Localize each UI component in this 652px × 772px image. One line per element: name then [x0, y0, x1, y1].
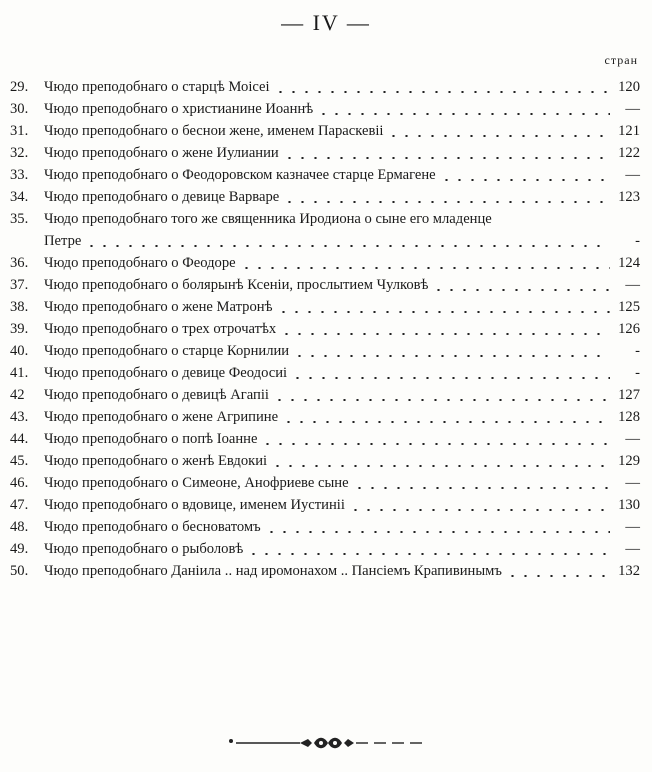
- dot-leader: [240, 267, 610, 269]
- dot-leader: [280, 333, 610, 335]
- entry-title: Чюдо преподобнаго Даніила .. над иромонахом .. Пансіемъ Крапивинымъ: [44, 563, 502, 579]
- entry-page: 120: [618, 79, 640, 95]
- entry-page: -: [635, 343, 640, 359]
- entry-title: Чюдо преподобнаго о Феодоре: [44, 255, 236, 271]
- entry-page: -: [635, 233, 640, 249]
- entry-page: 124: [618, 255, 640, 271]
- page-column-label: стран: [604, 53, 638, 67]
- entry-page: —: [625, 519, 640, 535]
- entry-title: Чюдо преподобнаго о вдовице, именем Иустиніі: [44, 497, 345, 513]
- entry-page: 127: [618, 387, 640, 403]
- toc-entry: [10, 98, 640, 120]
- dot-leader: [387, 135, 610, 137]
- entry-number: 47.: [10, 497, 29, 513]
- entry-page: —: [625, 431, 640, 447]
- page-number: — IV —: [281, 10, 371, 35]
- dot-leader: [265, 531, 610, 533]
- entry-number: 43.: [10, 409, 29, 425]
- entry-title: Чюдо преподобнаго о трех отрочатѣх: [44, 321, 277, 337]
- entry-title: Чюдо преподобнаго о жене Иулиании: [44, 145, 279, 161]
- entry-title: Чюдо преподобнаго того же священника Иродиона о сыне его младенце: [44, 211, 492, 227]
- entry-page: 125: [618, 299, 640, 315]
- toc-entry: [10, 362, 640, 384]
- dot-leader: [283, 157, 610, 159]
- entry-number: 45.: [10, 453, 29, 469]
- entry-title: Чюдо преподобнаго о женѣ Евдокиі: [44, 453, 268, 469]
- entry-page: 130: [618, 497, 640, 513]
- entry-number: 34.: [10, 189, 29, 205]
- toc-entry: [10, 516, 640, 538]
- toc-entry: [10, 318, 640, 340]
- entry-page: 129: [618, 453, 640, 469]
- toc-entry: [10, 142, 640, 164]
- dot-leader: [349, 509, 610, 511]
- entry-number: 42: [10, 387, 25, 403]
- toc-entry: [10, 340, 640, 362]
- entry-page: —: [625, 167, 640, 183]
- entry-number: 29.: [10, 79, 29, 95]
- dot-leader: [274, 91, 610, 93]
- entry-number: 31.: [10, 123, 29, 139]
- dot-leader: [273, 399, 610, 401]
- entry-page: -: [635, 365, 640, 381]
- toc-entry: [10, 472, 640, 494]
- entry-title: Чюдо преподобнаго о девице Варваре: [44, 189, 280, 205]
- dot-leader: [85, 245, 610, 247]
- entry-page: 121: [618, 123, 640, 139]
- toc-entry: [10, 164, 640, 186]
- toc-entry: [10, 494, 640, 516]
- entry-title: Чюдо преподобнаго о рыболовѣ: [44, 541, 244, 557]
- entry-page: 128: [618, 409, 640, 425]
- dot-leader: [293, 355, 610, 357]
- dot-leader: [317, 113, 610, 115]
- dot-leader: [506, 575, 610, 577]
- entry-number: 50.: [10, 563, 29, 579]
- toc-entry: [10, 186, 640, 208]
- entry-number: 32.: [10, 145, 29, 161]
- entry-title: Чюдо преподобнаго о Феодоровском казначее старце Ермагене: [44, 167, 436, 183]
- entry-page: —: [625, 541, 640, 557]
- entry-page: —: [625, 277, 640, 293]
- entry-page: 126: [618, 321, 640, 337]
- dot-leader: [353, 487, 610, 489]
- toc-entry: [10, 450, 640, 472]
- entry-title: Чюдо преподобнаго о попѣ Іоанне: [44, 431, 258, 447]
- entry-page: 122: [618, 145, 640, 161]
- entry-number: 36.: [10, 255, 29, 271]
- entry-title: Чюдо преподобнаго о девице Феодосиі: [44, 365, 288, 381]
- entry-page: 123: [618, 189, 640, 205]
- entry-page: —: [625, 101, 640, 117]
- entry-title-continued: Петре: [44, 233, 82, 249]
- entry-number: 49.: [10, 541, 29, 557]
- toc-entry: [10, 384, 640, 406]
- toc-entry: [10, 76, 640, 98]
- entry-number: 44.: [10, 431, 29, 447]
- entry-page: 132: [618, 563, 640, 579]
- entry-number: 46.: [10, 475, 29, 491]
- toc-entry: [10, 208, 640, 252]
- toc-entry: [10, 252, 640, 274]
- entry-title: Чюдо преподобнаго о старце Корнилии: [44, 343, 290, 359]
- entry-title: Чюдо преподобнаго о жене Матронѣ: [44, 299, 273, 315]
- entry-number: 41.: [10, 365, 29, 381]
- entry-number: 35.: [10, 211, 29, 227]
- entry-title: Чюдо преподобнаго о девицѣ Агапіі: [44, 387, 269, 403]
- entry-number: 38.: [10, 299, 29, 315]
- entry-title: Чюдо преподобнаго о старцѣ Моісеі: [44, 79, 270, 95]
- entry-title: Чюдо преподобнаго о христианине Иоаннѣ: [44, 101, 314, 117]
- entry-number: 48.: [10, 519, 29, 535]
- toc-entry: [10, 406, 640, 428]
- dot-leader: [283, 201, 610, 203]
- toc-entry: [10, 120, 640, 142]
- entry-title: Чюдо преподобнаго о беснои жене, именем Параскевіі: [44, 123, 384, 139]
- entry-number: 30.: [10, 101, 29, 117]
- decorative-divider-icon: [0, 732, 652, 752]
- dot-leader: [261, 443, 610, 445]
- dot-leader: [291, 377, 610, 379]
- toc-entry: [10, 296, 640, 318]
- entry-number: 33.: [10, 167, 29, 183]
- entry-title: Чюдо преподобнаго о бесноватомъ: [44, 519, 261, 535]
- dot-leader: [282, 421, 610, 423]
- toc-entry: [10, 428, 640, 450]
- entry-number: 40.: [10, 343, 29, 359]
- table-of-contents: [10, 76, 640, 582]
- dot-leader: [247, 553, 610, 555]
- toc-entry: [10, 274, 640, 296]
- entry-number: 39.: [10, 321, 29, 337]
- dot-leader: [440, 179, 610, 181]
- dot-leader: [271, 465, 610, 467]
- dot-leader: [432, 289, 610, 291]
- entry-number: 37.: [10, 277, 29, 293]
- entry-title: Чюдо преподобнаго о жене Агрипине: [44, 409, 279, 425]
- entry-title: Чюдо преподобнаго о Симеоне, Анофриеве сыне: [44, 475, 349, 491]
- dot-leader: [277, 311, 611, 313]
- toc-entry: [10, 560, 640, 582]
- entry-page: —: [625, 475, 640, 491]
- toc-entry: [10, 538, 640, 560]
- entry-title: Чюдо преподобнаго о болярынѣ Ксенiи, прослытием Чулковѣ: [44, 277, 429, 293]
